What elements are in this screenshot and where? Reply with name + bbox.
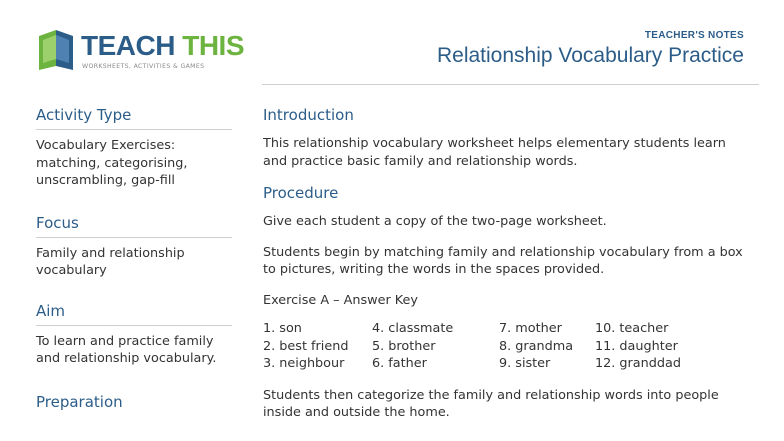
- answer-item: 2. best friend: [263, 338, 349, 354]
- aim-heading: Aim: [36, 301, 232, 326]
- logo-tagline: WORKSHEETS, ACTIVITIES & GAMES: [82, 63, 205, 70]
- focus-section: [36, 213, 232, 280]
- logo-word-this: THIS: [182, 30, 245, 61]
- procedure-heading: Procedure: [263, 184, 339, 202]
- procedure-step-3: Students then categorize the family and relationship words into people inside and outside the home.: [263, 387, 719, 420]
- header-divider: [262, 84, 759, 85]
- answer-key-grid: [263, 320, 748, 373]
- answer-item: 3. neighbour: [263, 356, 345, 371]
- activity-type-body: Vocabulary Exercises: matching, categorising, unscrambling, gap-fill: [36, 138, 188, 188]
- answer-item: 12. granddad: [595, 356, 681, 371]
- page-title: Relationship Vocabulary Practice: [436, 44, 744, 67]
- answer-item: 8. grandma: [499, 338, 574, 354]
- aim-section: [36, 301, 232, 368]
- answer-item: 6. father: [372, 356, 427, 371]
- answer-item: 5. brother: [372, 338, 436, 354]
- activity-type-heading: Activity Type: [36, 105, 232, 130]
- procedure-step-1: Give each student a copy of the two-page worksheet.: [263, 214, 607, 229]
- activity-type-section: [36, 105, 232, 190]
- aim-body: To learn and practice family and relationship vocabulary.: [36, 333, 217, 366]
- focus-body: Family and relationship vocabulary: [36, 245, 185, 278]
- logo-word-teach: TEACH: [81, 30, 175, 61]
- main-content: [263, 105, 748, 435]
- logo-wordmark: [81, 31, 244, 61]
- answer-item: 4. classmate: [372, 321, 454, 336]
- sidebar: [36, 105, 232, 416]
- introduction-heading: Introduction: [263, 106, 354, 124]
- focus-heading: Focus: [36, 213, 232, 238]
- teachers-notes-label: TEACHER'S NOTES: [644, 30, 744, 41]
- answer-key-title: Exercise A – Answer Key: [263, 292, 419, 308]
- answer-item: 10. teacher: [595, 321, 669, 336]
- answer-item: 7. mother: [499, 321, 562, 336]
- preparation-heading: Preparation: [36, 392, 123, 411]
- preparation-section: [36, 392, 232, 416]
- introduction-text: This relationship vocabulary worksheet helps elementary students learn and practice basic family and relationship words.: [263, 136, 726, 169]
- book-icon: [35, 26, 77, 70]
- answer-item: 1. son: [263, 321, 302, 336]
- answer-item: 9. sister: [499, 356, 551, 371]
- procedure-step-2: Students begin by matching family and relationship vocabulary from a box to pictures, writing the words in the spaces provided.: [263, 244, 743, 277]
- teachthis-logo: [35, 22, 245, 76]
- answer-item: 11. daughter: [595, 338, 678, 354]
